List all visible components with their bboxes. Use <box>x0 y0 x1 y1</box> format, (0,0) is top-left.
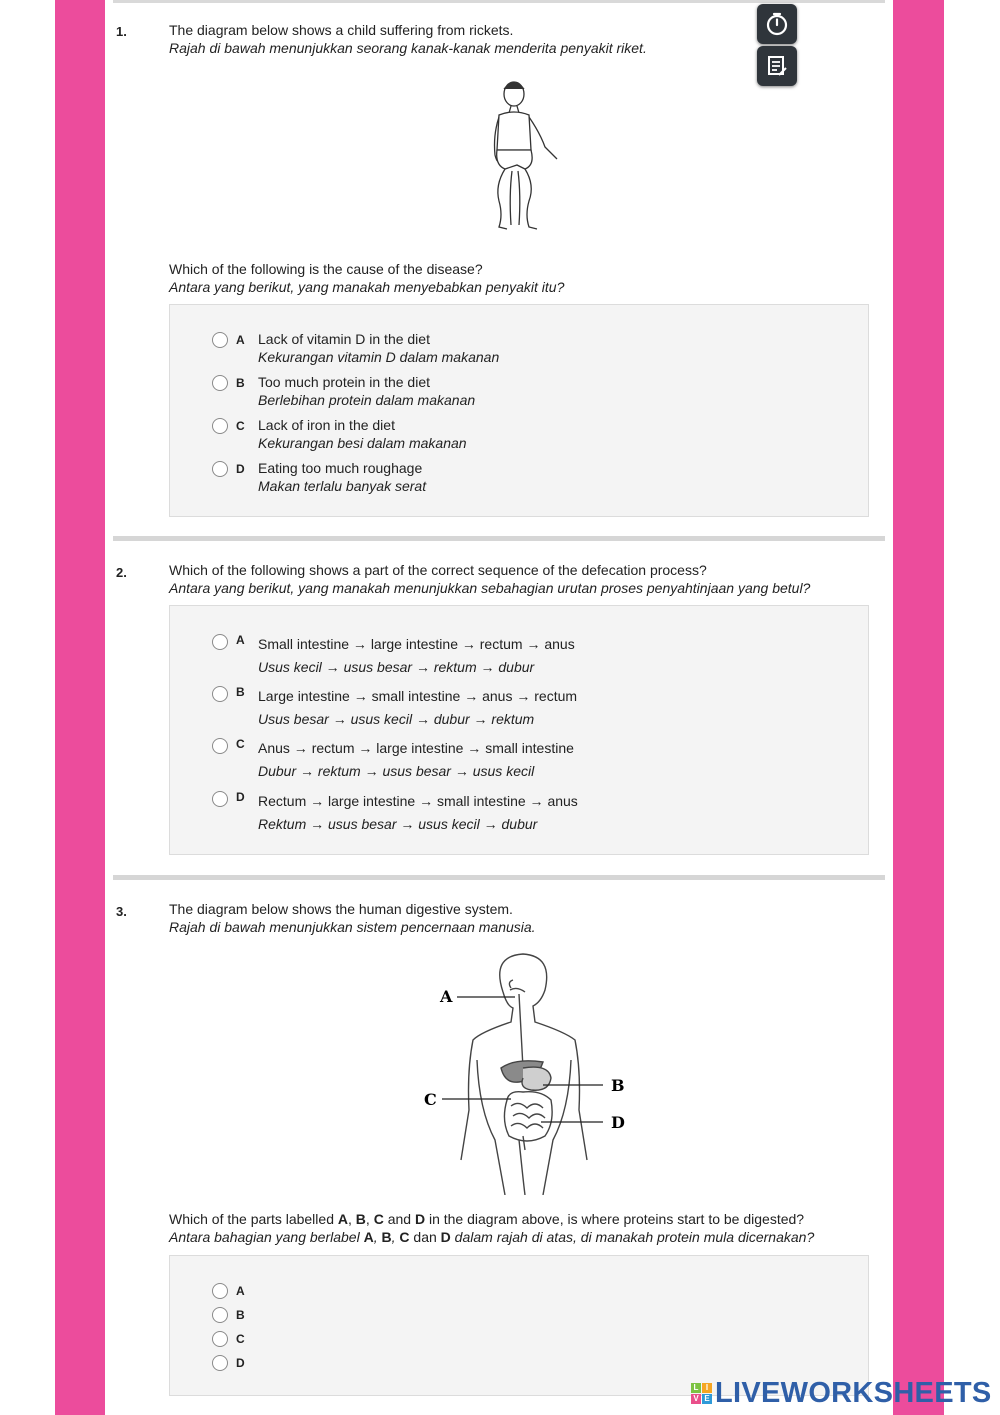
top-divider <box>113 0 885 3</box>
option-text-en: Lack of vitamin D in the diet <box>258 331 430 347</box>
option-letter: D <box>236 1356 245 1370</box>
q2-option-d-radio[interactable] <box>212 791 228 807</box>
timer-button[interactable] <box>757 4 797 44</box>
prompt-text: and <box>383 1211 415 1227</box>
option-text-ms: Usus kecil → usus besar → rektum → dubur <box>258 659 535 675</box>
logo-text: LIVEWORKSHEETS <box>715 1376 992 1409</box>
option-text-en: Anus → rectum → large intestine → small intestine <box>258 740 574 756</box>
prompt-letter: D <box>440 1229 451 1245</box>
option-letter: B <box>236 1308 245 1322</box>
diagram-label-a: A <box>440 987 453 1006</box>
option-letter: D <box>236 790 245 804</box>
prompt-text: , <box>373 1229 382 1245</box>
q2-option-a-radio[interactable] <box>212 634 228 650</box>
option-text-ms: Makan terlalu banyak serat <box>258 478 427 494</box>
divider <box>113 536 885 541</box>
option-text-en: Rectum → large intestine → small intestine → anus <box>258 793 578 809</box>
question-3-prompt-en <box>169 1211 804 1227</box>
prompt-text: Which of the parts labelled <box>169 1211 338 1227</box>
question-1-prompt-en: Which of the following is the cause of the disease? <box>169 261 483 277</box>
divider <box>113 875 885 880</box>
option-text-ms: Kekurangan vitamin D dalam makanan <box>258 349 500 365</box>
option-text-en: Lack of iron in the diet <box>258 417 395 433</box>
q3-option-a-radio[interactable] <box>212 1283 228 1299</box>
q1-option-b-radio[interactable] <box>212 375 228 391</box>
prompt-letter: A <box>363 1229 374 1245</box>
rickets-child-illustration <box>485 75 575 235</box>
option-text-ms: Usus besar → usus kecil → dubur → rektum <box>258 711 535 727</box>
option-text-ms: Kekurangan besi dalam makanan <box>258 435 467 451</box>
question-2-prompt-ms: Antara yang berikut, yang manakah menunjukkan sebahagian urutan proses penyahtinjaan yang betul? <box>169 580 811 596</box>
question-1-prompt-ms: Antara yang berikut, yang manakah menyebabkan penyakit itu? <box>169 279 565 295</box>
q1-option-d-radio[interactable] <box>212 461 228 477</box>
question-2-prompt-en: Which of the following shows a part of the correct sequence of the defecation process? <box>169 562 707 578</box>
prompt-letter: B <box>381 1229 392 1245</box>
q3-option-d-radio[interactable] <box>212 1355 228 1371</box>
option-letter: A <box>236 1284 245 1298</box>
right-pink-band <box>893 0 944 1415</box>
q3-option-c-radio[interactable] <box>212 1331 228 1347</box>
q2-option-b-radio[interactable] <box>212 686 228 702</box>
prompt-text: dalam rajah di atas, di manakah protein mula dicernakan? <box>450 1229 815 1245</box>
option-text-ms: Berlebihan protein dalam makanan <box>258 392 476 408</box>
question-3-options <box>169 1255 869 1396</box>
prompt-text: Antara bahagian yang berlabel <box>169 1229 364 1245</box>
diagram-label-d: D <box>611 1113 625 1132</box>
option-letter: C <box>236 1332 245 1346</box>
option-text-ms: Dubur → rektum → usus besar → usus kecil <box>258 763 535 779</box>
option-text-en: Small intestine → large intestine → rectum → anus <box>258 636 575 652</box>
prompt-text: in the diagram above, is where proteins start to be digested? <box>425 1211 805 1227</box>
logo-grid-letter: I <box>702 1383 712 1393</box>
option-letter: D <box>236 462 245 476</box>
option-letter: A <box>236 633 245 647</box>
logo-grid-icon <box>691 1383 712 1404</box>
question-2-number: 2. <box>116 565 127 580</box>
question-3-number: 3. <box>116 904 127 919</box>
diagram-label-c: C <box>424 1090 437 1109</box>
question-2-options <box>169 605 869 855</box>
q2-option-c-radio[interactable] <box>212 738 228 754</box>
prompt-letter: C <box>399 1229 410 1245</box>
prompt-letter: C <box>373 1211 384 1227</box>
option-letter: A <box>236 333 245 347</box>
prompt-text: , <box>391 1229 400 1245</box>
question-1-options <box>169 304 869 517</box>
prompt-text: , <box>348 1211 356 1227</box>
q1-option-c-radio[interactable] <box>212 418 228 434</box>
question-1-intro-ms: Rajah di bawah menunjukkan seorang kanak-kanak menderita penyakit riket. <box>169 40 647 56</box>
option-letter: B <box>236 685 245 699</box>
notes-button[interactable] <box>757 46 797 86</box>
logo-grid-letter: L <box>691 1383 701 1393</box>
logo-grid-letter: E <box>702 1394 712 1404</box>
question-3-prompt-ms <box>169 1229 814 1245</box>
liveworksheets-logo[interactable] <box>691 1376 992 1410</box>
q1-option-a-radio[interactable] <box>212 332 228 348</box>
diagram-label-b: B <box>611 1076 625 1095</box>
option-letter: C <box>236 419 245 433</box>
question-3-intro-ms: Rajah di bawah menunjukkan sistem pencernaan manusia. <box>169 919 536 935</box>
question-1-intro-en: The diagram below shows a child suffering from rickets. <box>169 22 514 38</box>
prompt-text: , <box>365 1211 374 1227</box>
prompt-letter: A <box>337 1211 348 1227</box>
prompt-text: dan <box>409 1229 441 1245</box>
option-text-en: Too much protein in the diet <box>258 374 430 390</box>
option-letter: C <box>236 737 245 751</box>
option-text-en: Large intestine → small intestine → anus → rectum <box>258 688 578 704</box>
option-text-en: Eating too much roughage <box>258 460 423 476</box>
option-letter: B <box>236 376 245 390</box>
left-pink-band <box>55 0 105 1415</box>
question-3-intro-en: The diagram below shows the human digestive system. <box>169 901 513 917</box>
clock-icon <box>764 11 790 37</box>
question-1-number: 1. <box>116 24 127 39</box>
option-text-ms: Rektum → usus besar → usus kecil → dubur <box>258 816 538 832</box>
notes-icon <box>764 53 790 79</box>
digestive-system-diagram <box>415 950 640 1195</box>
prompt-letter: B <box>355 1211 366 1227</box>
logo-grid-letter: V <box>691 1394 701 1404</box>
prompt-letter: D <box>414 1211 426 1227</box>
q3-option-b-radio[interactable] <box>212 1307 228 1323</box>
